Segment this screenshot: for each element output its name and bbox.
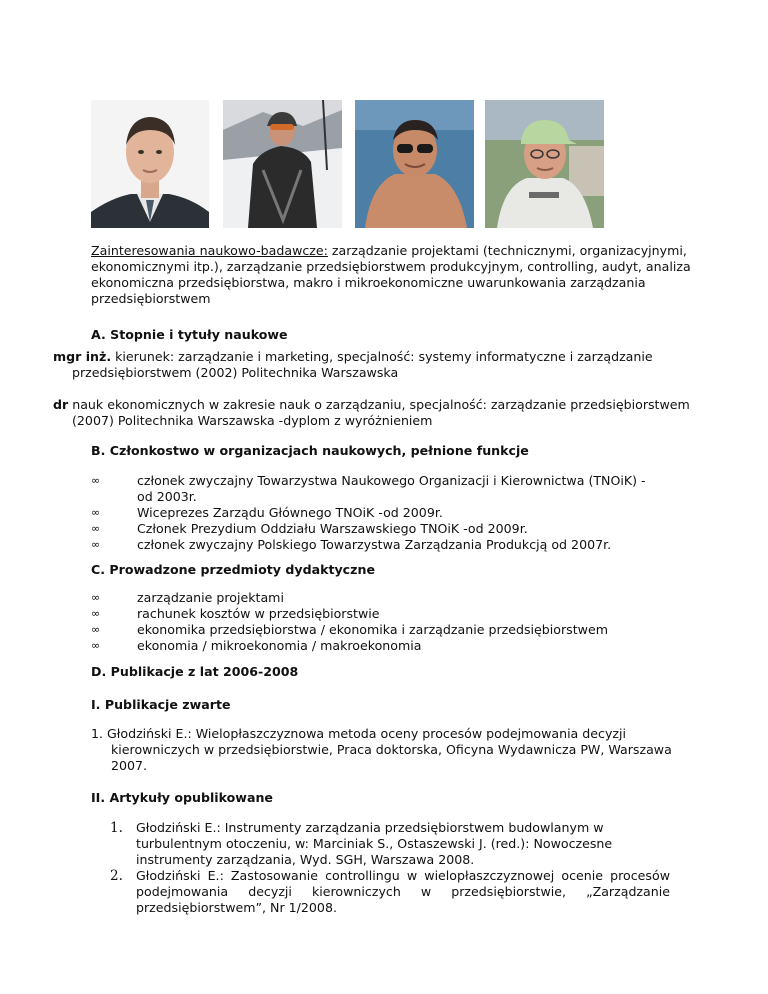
membership-list <box>91 473 657 553</box>
photo-ski-slope <box>223 100 342 228</box>
interests-label: Zainteresowania naukowo-badawcze: <box>91 243 328 258</box>
list-item: ∞ rachunek kosztów w przedsiębiorstwie <box>91 606 657 622</box>
publication-number: 1. <box>91 726 104 741</box>
section-i-heading: I. Publikacje zwarte <box>91 697 231 712</box>
photo-strip <box>91 100 621 228</box>
section-b-heading: B. Członkostwo w organizacjach naukowych, pełnione funkcje <box>91 443 529 458</box>
list-item <box>110 820 670 868</box>
publication-text: Głodziński E.: Wielopłaszczyznowa metoda oceny procesów podejmowania decyzji kierowniczych w przedsiębiorstwie, Praca doktorska, Oficyna Wydawnicza PW, Warszawa 2007. <box>103 726 672 773</box>
section-d-heading: D. Publikacje z lat 2006-2008 <box>91 664 299 679</box>
research-interests <box>91 243 691 307</box>
list-item: ∞ Wiceprezes Zarządu Głównego TNOiK -od 2009r. <box>91 505 657 521</box>
list-item: ∞ Członek Prezydium Oddziału Warszawskiego TNOiK -od 2009r. <box>91 521 657 537</box>
list-item: ∞ członek zwyczajny Towarzystwa Naukowego Organizacji i Kierownictwa (TNOiK) -od 2003r. <box>91 473 657 505</box>
section-a-heading: A. Stopnie i tytuły naukowe <box>91 327 288 342</box>
article-number: 2. <box>110 868 123 884</box>
section-ii-heading: II. Artykuły opublikowane <box>91 790 273 805</box>
photo-portrait-suit <box>91 100 209 228</box>
article-number: 1. <box>110 820 123 836</box>
list-item <box>110 868 670 916</box>
list-item: ∞ zarządzanie projektami <box>91 590 657 606</box>
degree-mgr-text: kierunek: zarządzanie i marketing, specjalność: systemy informatyczne i zarządzanie przedsiębiorstwem (2002) Politechnika Warszawska <box>72 349 653 380</box>
list-item: ∞ członek zwyczajny Polskiego Towarzystwa Zarządzania Produkcją od 2007r. <box>91 537 657 553</box>
publication-item <box>91 726 691 774</box>
article-text: Głodziński E.: Zastosowanie controllingu w wielopłaszczyznowej ocenie procesów podejmowania decyzji kierowniczych w przedsiębiorstwie, „Zarządzanie przedsiębiorstwem”, Nr 1/2008. <box>136 868 670 915</box>
section-c-heading: C. Prowadzone przedmioty dydaktyczne <box>91 562 375 577</box>
degree-dr-title: dr <box>53 397 69 412</box>
photo-cap-outdoor <box>485 100 604 228</box>
degree-dr <box>53 397 712 429</box>
list-item: ∞ ekonomika przedsiębiorstwa / ekonomika i zarządzanie przedsiębiorstwem <box>91 622 657 638</box>
degree-dr-text: nauk ekonomicznych w zakresie nauk o zarządzaniu, specjalność: zarządzanie przedsiębiorstwem (2007) Politechnika Warszawska -dyplom z wyróżnieniem <box>68 397 690 428</box>
courses-list <box>91 590 657 654</box>
degree-mgr-title: mgr inż. <box>53 349 112 364</box>
photo-boat-sunglasses <box>355 100 474 228</box>
interests-text: zarządzanie projektami (technicznymi, organizacyjnymi, ekonomicznymi itp.), zarządzanie przedsiębiorstwem produkcyjnym, controlling, audyt, analiza ekonomiczna przedsiębiorstwa, makro i mikroekonomiczne uwarunkowania zarządzania przedsiębiorstwem <box>91 243 691 306</box>
list-item: ∞ ekonomia / mikroekonomia / makroekonomia <box>91 638 657 654</box>
degree-mgr <box>53 349 712 381</box>
article-text: Głodziński E.: Instrumenty zarządzania przedsiębiorstwem budowlanym w turbulentnym otoczeniu, w: Marciniak S., Ostaszewski J. (red.): Nowoczesne instrumenty zarządzania, Wyd. SGH, Warszawa 2008. <box>136 820 613 867</box>
articles-list <box>110 820 670 916</box>
